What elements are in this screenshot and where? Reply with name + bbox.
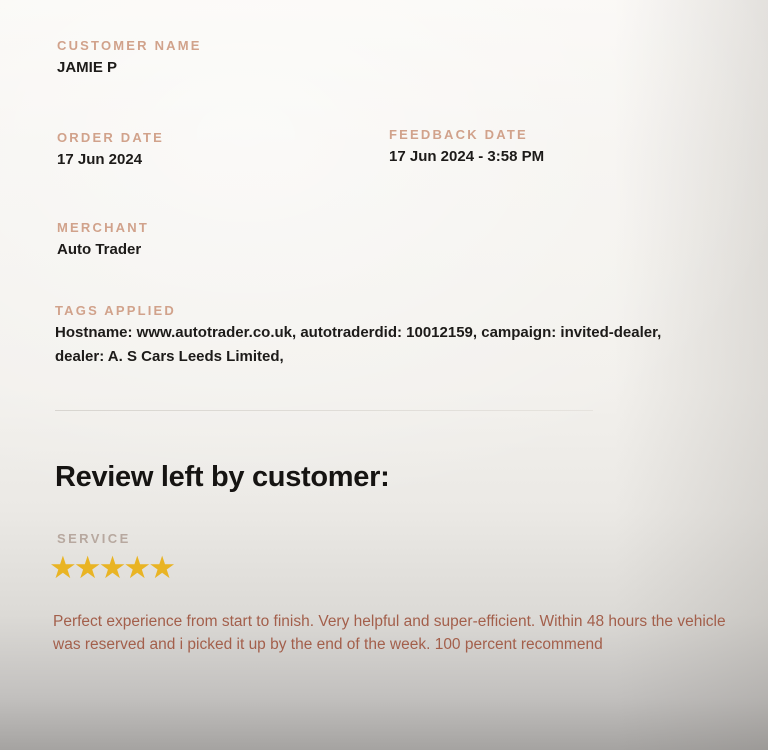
review-text: Perfect experience from start to finish. Very helpful and super-efficient. Within 48 hours the vehicle was reserved and i picked it up by the end of the week. 100 percent recommend xyxy=(53,613,726,653)
order-date-field xyxy=(57,130,164,172)
merchant-field xyxy=(57,220,149,262)
star-icon: ★ xyxy=(123,550,149,586)
section-divider xyxy=(55,410,593,411)
star-icon: ★ xyxy=(49,550,74,586)
service-category-label: SERVICE xyxy=(57,531,131,546)
customer-name-label: CUSTOMER NAME xyxy=(57,38,202,53)
star-rating xyxy=(49,546,173,590)
tags-applied-value: Hostname: www.autotrader.co.uk, autotraderdid: 10012159, campaign: invited-dealer, dealer: A. S Cars Leeds Limited, xyxy=(55,324,662,365)
customer-name-field xyxy=(57,38,202,80)
review-heading: Review left by customer: xyxy=(55,461,390,493)
star-icon: ★ xyxy=(98,550,124,586)
star-icon: ★ xyxy=(73,550,99,586)
customer-name-value: JAMIE P xyxy=(57,59,118,76)
star-icon: ★ xyxy=(148,550,173,586)
merchant-value: Auto Trader xyxy=(57,241,142,258)
tags-applied-field xyxy=(55,303,705,369)
order-date-label: ORDER DATE xyxy=(57,130,164,145)
feedback-date-label: FEEDBACK DATE xyxy=(389,127,528,142)
order-date-value: 17 Jun 2024 xyxy=(57,151,143,168)
feedback-date-field xyxy=(389,127,544,169)
feedback-date-value: 17 Jun 2024 - 3:58 PM xyxy=(389,148,545,165)
merchant-label: MERCHANT xyxy=(57,220,149,235)
tags-applied-label: TAGS APPLIED xyxy=(55,303,177,318)
